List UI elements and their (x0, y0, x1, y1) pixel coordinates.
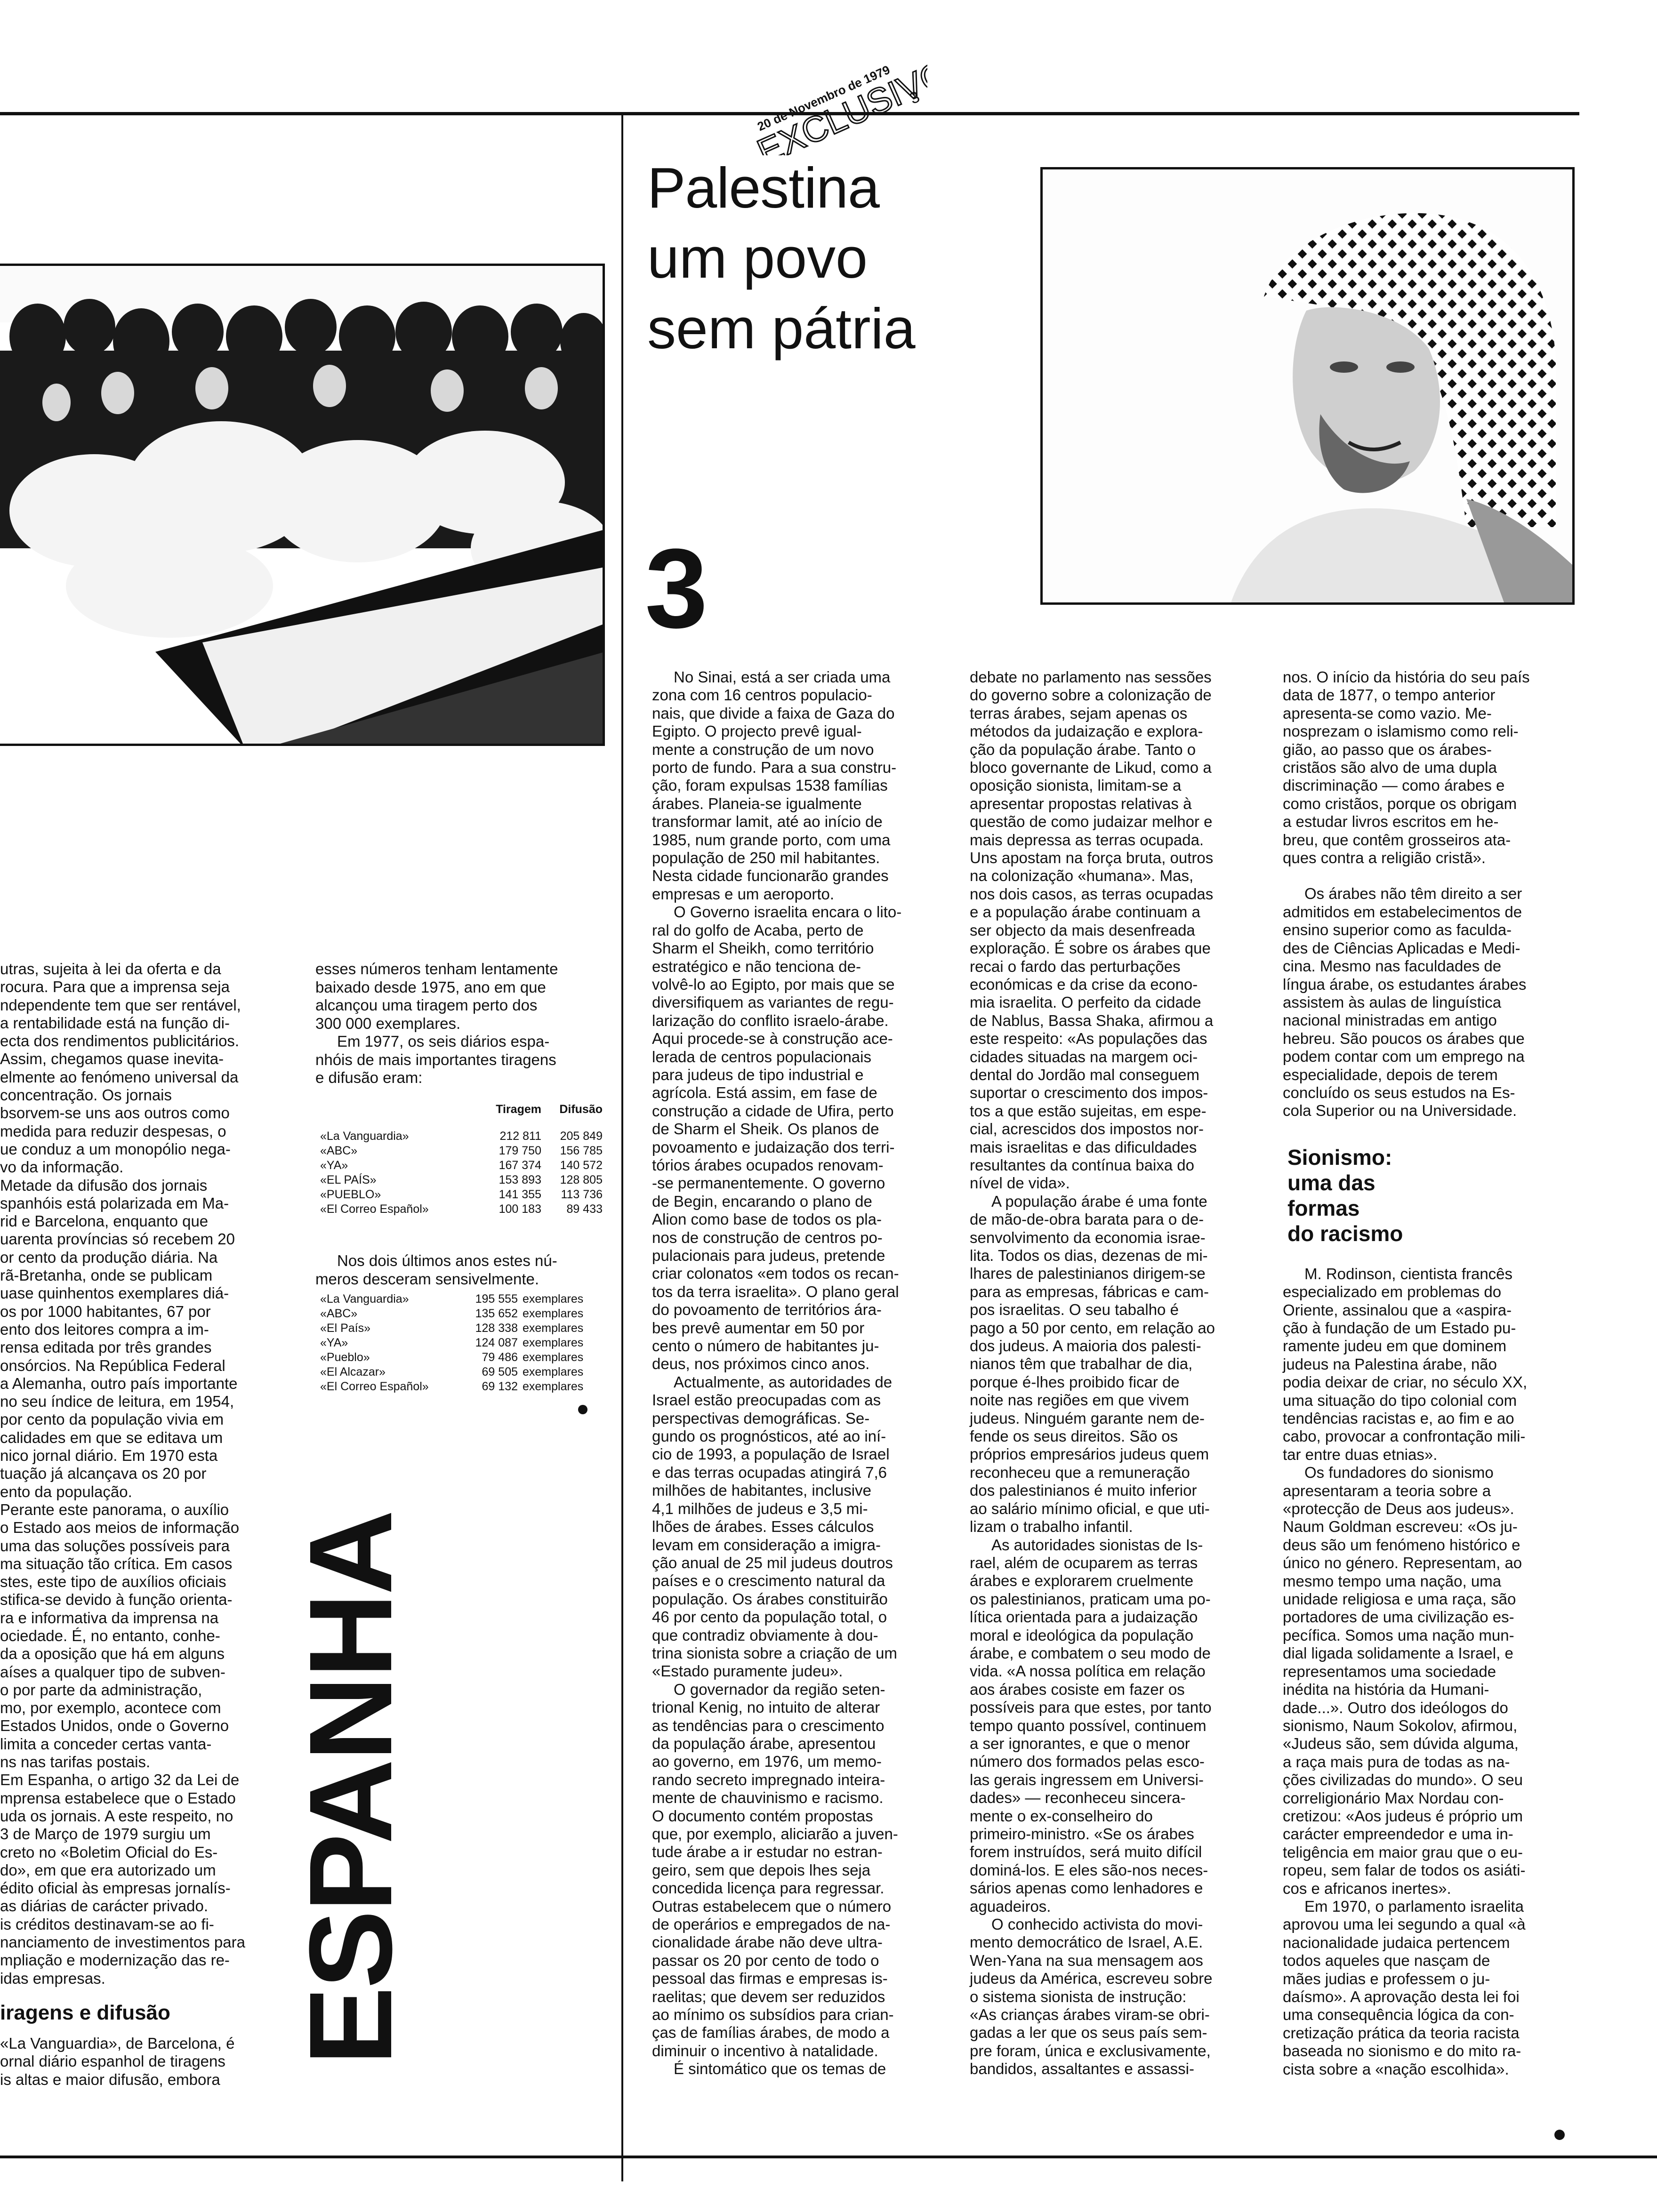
table-cell-unit: exemplares (523, 1336, 584, 1349)
footer-rule (0, 2156, 1657, 2158)
palestina-paragraph: Actualmente, as autoridades de Israel estão preocupadas com as perspectivas demográficas. Se- gundo os prognósticos, até ao iní- cio de 1993, a população de Israel e das terras ocupadas atingirá 7,6 milhões de habitantes, inclusive 4,1 milhões de judeus e 3,5 mi- lhões de árabes. Esses cálculos levam em consideração a imigra- ção anual de 25 mil judeus doutros países e o crescimento natural da população. Os árabes constituirão 46 por cento da população total, o que contradiz obviamente à dou- trina sionista sobre a criação de um «Estado puramente judeu». (652, 1373, 897, 1680)
table-header-tiragem: Tiragem (496, 1103, 541, 1116)
end-bullet (1554, 2130, 1565, 2140)
palestina-paragraph: O conhecido activista do movi- mento democrático de Israel, A.E. Wen-Yana na sua mensagem aos judeus da América, escreveu sobre o sistema sionista de instrução: «As crianças árabes viram-se obri- gadas a ler que os seus país sem- pre foram, única e exclusivamente, bandidos, assaltantes e assassi- (970, 1915, 1213, 2078)
table-cell-tiragem: 167 374 (499, 1159, 541, 1172)
table-cell-difusao: 89 433 (566, 1202, 603, 1216)
table-body (320, 1129, 603, 1217)
espanha-paragraph: Em Espanha, o artigo 32 da Lei de mprensa estabelece que o Estado uda os jornais. A este respeito, no 3 de Março de 1979 surgiu um creto no «Boletim Oficial do Es- do», em que era autorizado um édito oficial às empresas jornalís- as diárias de carácter privado. is créditos destinavam-se ao fi- nanciamento de investimentos para mpliação e modernização das re- idas empresas. (0, 1771, 245, 1987)
table-cell-name: «PUEBLO» (320, 1188, 381, 1201)
table-cell-value: 124 087 (475, 1336, 518, 1349)
table-row (320, 1202, 603, 1217)
table-row (320, 1158, 603, 1173)
masthead-stamp (720, 47, 927, 155)
circulation-table-recent (320, 1292, 603, 1394)
table-cell-unit: exemplares (523, 1365, 584, 1378)
palestina-paragraph: nos. O início da história do seu país data de 1877, o tempo anterior apresenta-se como vazio. Me- nosprezam o islamismo como reli- gião, ao passo que os árabes- cristãos são alvo de uma dupla discriminação — como árabes e como cristãos, porque os obrigam a estudar livros escritos em he- breu, que contêm grosseiros ata- ques contra a religião cristã». (1283, 668, 1530, 867)
table-cell-difusao: 140 572 (560, 1159, 603, 1172)
table-row (320, 1129, 603, 1144)
table-cell-unit: exemplares (523, 1322, 584, 1335)
table-cell-value: 135 652 (475, 1307, 518, 1320)
palestina-paragraph: debate no parlamento nas sessões do governo sobre a colonização de terras árabes, sejam apenas os métodos da judaização e explora- ção da população árabe. Tanto o bloco governante de Likud, como a oposição sionista, limitam-se a apresentar propostas relativas à questão de como judaizar melhor e mais depressa as terras ocupada. Uns apostam na força bruta, outros na colonização «humana». Mas, nos dois casos, as terras ocupadas e a população árabe continuam a ser objecto da mais desenfreada exploração. É sobre os árabes que recai o fardo das perturbações económicas e da crise da econo- mia israelita. O perfeito da cidade de Nablus, Bassa Shaka, afirmou a este respeito: «As populações das cidades situadas na margem oci- dental do Jordão mal conseguem suportar o crescimento dos impos- tos a que estão sujeitas, em espe- cial, acrescidos dos impostos nor- mais israelitas e das dificuldades resultantes da contínua baixa do nível de vida». (970, 668, 1214, 1192)
table-cell-name: «La Vanguardia» (320, 1130, 409, 1143)
table-cell-tiragem: 212 811 (499, 1130, 541, 1143)
table-cell-name: «La Vanguardia» (320, 1292, 409, 1306)
table-cell-value: 69 132 (482, 1380, 518, 1393)
espanha-subhead: iragens e difusão (0, 2001, 170, 2024)
table-cell-value: 195 555 (475, 1292, 518, 1306)
headline-line-3: sem pátria (647, 297, 916, 361)
palestina-paragraph: O governador da região seten- trional Kenig, no intuito de alterar as tendências para o crescimento da população árabe, apresentou ao governo, em 1976, um memo- rando secreto impregnado inteira- mente de chauvinismo e racismo. O documento contém propostas que, por exemplo, aliciarão a juven- tude árabe a ir estudar no estran- geiro, sem que depois lhes seja concedida licença para regressar. Outras estabelecem que o número de operários e empregados de na- cionalidade árabe não deve ultra- passar os 20 por cento de todo o pessoal das firmas e empresas is- raelitas; que devem ser reduzidos ao mínimo os subsídios para crian- ças de famílias árabes, de modo a diminuir o incentivo à natalidade. (652, 1680, 898, 2060)
espanha-paragraph: Nos dois últimos anos estes nú- meros desceram sensivelmente. (315, 1252, 557, 1288)
espanha-column-2 (315, 960, 598, 1087)
palestina-paragraph: É sintomático que os temas de (674, 2060, 886, 2078)
espanha-paragraph: Perante este panorama, o auxílio o Estado aos meios de informação uma das soluções possíveis para ma situação tão crítica. Em casos stes, este tipo de auxílios oficiais stifica-se devido à função orienta- ra e informativa da imprensa na ociedade. É, no entanto, conhe- da a oposição que há em alguns aíses a qualquer tipo de subven- o por parte da administração, mo, por exemplo, acontece com Estados Unidos, onde o Governo limita a conceder certas vanta- ns nas tarifas postais. (0, 1500, 240, 1771)
headline (647, 153, 1005, 364)
table-cell-name: «YA» (320, 1336, 348, 1349)
espanha-paragraph: esses números tenham lentamente baixado desde 1975, ano em que alcançou uma tiragem perto dos 300 000 exemplares. (315, 960, 558, 1032)
palestina-paragraph: Os fundadores do sionismo apresentaram a teoria sobre a «protecção de Deus aos judeus». Naum Goldman escreveu: «Os ju- deus são um fenómeno histórico e único no género. Representam, ao mesmo tempo uma nação, uma unidade religiosa e uma raça, são portadores de uma civilização es- pecífica. Somos uma nação mun- dial ligada solidamente a Israel, e representamos uma sociedade inédita na história da Humani- dade...». Outro dos ideólogos do sionismo, Naum Sokolov, afirmou, «Judeus são, sem dúvida alguma, a raça mais pura de todas as na- ções civilizadas do mundo». O seu correligionário Max Nordau con- cretizou: «Aos judeus é próprio um carácter empreendedor e uma in- teligência em maior grau que o eu- ropeu, sem falar de todos os asiáti- cos e africanos inertes». (1283, 1464, 1526, 1897)
table-row (320, 1321, 603, 1336)
table-header-difusao: Difusão (559, 1103, 603, 1116)
table-body (320, 1292, 603, 1394)
espanha-paragraph: utras, sujeita à lei da oferta e da rocura. Para que a imprensa seja ndependente tem que ser rentável, a rentabilidade está na função di- ecta dos rendimentos publicitários. (0, 960, 241, 1050)
portrait-photo (1040, 167, 1575, 605)
table-row (320, 1306, 603, 1321)
table-row (320, 1350, 603, 1365)
headline-line-1: Palestina (647, 156, 879, 220)
table-row (320, 1292, 603, 1306)
end-bullet (578, 1405, 587, 1414)
section-label-text: ESPANHA (285, 1512, 416, 2065)
table-cell-tiragem: 141 355 (499, 1188, 541, 1201)
table-cell-difusao: 113 736 (561, 1188, 603, 1201)
table-cell-difusao: 156 785 (560, 1144, 603, 1157)
headline-line-2: um povo (647, 226, 868, 290)
table-cell-name: «ABC» (320, 1307, 358, 1320)
palestina-column-c (1283, 668, 1568, 2078)
espanha-paragraph: «La Vanguardia», de Barcelona, é ornal diário espanhol de tiragens is altas e maior difusão, embora (0, 2034, 235, 2088)
table-row (320, 1336, 603, 1350)
palestina-paragraph: Em 1970, o parlamento israelita aprovou uma lei segundo a qual «à nacionalidade judaica pertencem todos aqueles que nasçam de mães judias e professem o ju- daísmo». A aprovação desta lei foi uma consequência lógica da con- cretização prática da teoria racista baseada no sionismo e do mito ra- cista sobre a «nação escolhida». (1283, 1897, 1526, 2078)
table-cell-name: «El Alcazar» (320, 1365, 386, 1378)
masthead-page-number: 3 (907, 88, 923, 108)
table-cell-unit: exemplares (523, 1292, 584, 1306)
table-cell-unit: exemplares (523, 1307, 584, 1320)
espanha-paragraph: Assim, chegamos quase inevita- elmente ao fenómeno universal da concentração. Os jornais bsorvem-se uns aos outros como medida para reduzir despesas, o ue conduz a um monopólio nega- vo da informação. (0, 1050, 239, 1176)
table-cell-difusao: 128 805 (560, 1173, 603, 1186)
portrait-photo-image (1043, 169, 1572, 602)
table-cell-name: «El País» (320, 1322, 371, 1335)
table-cell-name: «ABC» (320, 1144, 358, 1157)
espanha-paragraph: Metade da difusão dos jornais spanhóis está polarizada em Ma- rid e Barcelona, enquanto que uarenta províncias só recebem 20 or cento da produção diária. Na rã-Bretanha, onde se publicam uase quinhentos exemplares diá- os por 1000 habitantes, 67 por ento dos leitores compra a im- rensa editada por três grandes onsórcios. Na República Federal a Alemanha, outro país importante no seu índice de leitura, em 1954, por cento da população vivia em calidades em que se editava um nico jornal diário. Em 1970 esta tuação já alcançava os 20 por ento da população. (0, 1176, 238, 1500)
funeral-photo-image (0, 266, 605, 746)
palestina-column-a (652, 668, 932, 2078)
espanha-paragraph: Em 1977, os seis diários espa- nhóis de mais importantes tiragens e difusão eram: (315, 1033, 556, 1086)
table-cell-difusao: 205 849 (560, 1130, 603, 1143)
masthead-section: EXCLUSIVO (751, 52, 927, 155)
espanha-table2-intro (315, 1252, 598, 1288)
table-row (320, 1365, 603, 1379)
table-header (320, 1102, 603, 1117)
table-row (320, 1187, 603, 1202)
table-row (320, 1379, 603, 1394)
palestina-paragraph: O Governo israelita encara o lito- ral do golfo de Acaba, perto de Sharm el Sheikh, como território estratégico e não tenciona de- volvê-lo ao Egipto, por mais que se diversifiquem as variantes de regu- larização do conflito israelo-árabe. Aqui procede-se à construção ace- lerada de centros populacionais para judeus de tipo industrial e agrícola. Está assim, em fase de construção a cidade de Ufira, perto de Sharm el Sheik. Os planos de povoamento e judaização dos terri- tórios árabes ocupados renovam- -se permanentemente. O governo de Begin, encarando o plano de Alion como base de todos os pla- nos de construção de centros po- pulacionais para judeus, pretende criar colonatos «em todos os recan- tos da terra israelita». O plano geral do povoamento de territórios ára- bes prevê aumentar em 50 por cento o número de habitantes ju- deus, nos próximos cinco anos. (652, 903, 902, 1373)
table-cell-unit: exemplares (523, 1351, 584, 1364)
palestina-paragraph: A população árabe é uma fonte de mão-de-obra barata para o de- senvolvimento da economia israe- lita. Todos os dias, dezenas de mi- lhares de palestinianos dirigem-se para as empresas, fábricas e cam- pos israelitas. O seu tabalho é pago a 50 por cento, em relação ao dos judeus. A maioria dos palesti- nianos têm que trabalhar de dia, porque é-lhes proibido ficar de noite nas regiões em que vivem judeus. Ninguém garante nem de- fende os seus direitos. São os próprios empresários judeus quem reconheceu que a remuneração dos palestinianos é muito inferior ao salário mínimo oficial, e que uti- lizam o trabalho infantil. (970, 1192, 1215, 1536)
masthead-date: 20 de Novembro de 1979 (755, 62, 892, 134)
palestina-paragraph: No Sinai, está a ser criada uma zona com 16 centros populacio- nais, que divide a faixa de Gaza do Egipto. O projecto prevê igual- mente a construção de um novo porto de fundo. Para a sua constru- ção, foram expulsas 1538 famílias árabes. Planeia-se igualmente transformar lamit, até ao início de 1985, num grande porto, com uma população de 250 mil habitantes. Nesta cidade funcionarão grandes empresas e um aeroporto. (652, 668, 897, 903)
masthead (720, 47, 927, 155)
palestina-column-b (970, 668, 1255, 2078)
column-rule (621, 115, 623, 2181)
table-cell-name: «YA» (320, 1159, 348, 1172)
palestina-paragraph: M. Rodinson, cientista francês especializado em problemas do Oriente, assinalou que a «aspira- ção à fundação de um Estado pu- ramente judeu em que dominem judeus na Palestina árabe, não podia deixar de criar, no século XX, uma situação do tipo colonial com tendências racistas e, ao fim e ao cabo, provocar a confrontação mili- tar entre duas etnias». (1283, 1265, 1528, 1463)
table-cell-name: «El Correo Español» (320, 1380, 429, 1393)
table-cell-unit: exemplares (523, 1380, 584, 1393)
espanha-column-1 (0, 960, 292, 2089)
table-row (320, 1173, 603, 1187)
table-cell-name: «EL PAÍS» (320, 1173, 377, 1186)
table-cell-tiragem: 100 183 (499, 1202, 541, 1216)
funeral-photo (0, 264, 605, 746)
table-cell-name: «Pueblo» (320, 1351, 370, 1364)
table-cell-tiragem: 179 750 (499, 1144, 541, 1157)
palestina-paragraph: Os árabes não têm direito a ser admitidos em estabelecimentos de ensino superior como as faculda- des de Ciências Aplicadas e Medi- cina. Mesmo nas faculdades de língua árabe, os estudantes árabes assistem às aulas de linguística nacional ministradas em antigo hebreu. São poucos os árabes que podem contar com um emprego na especialidade, depois de terem concluído os seus estudos na Es- cola Superior ou na Universidade. (1283, 885, 1527, 1120)
table-cell-name: «El Correo Español» (320, 1202, 429, 1216)
table-cell-value: 128 338 (475, 1322, 518, 1335)
table-row (320, 1144, 603, 1158)
table-cell-tiragem: 153 893 (499, 1173, 541, 1186)
part-number: 3 (645, 525, 708, 651)
table-cell-value: 79 486 (482, 1351, 518, 1364)
table-cell-value: 69 505 (482, 1365, 518, 1378)
palestina-paragraph: As autoridades sionistas de Is- rael, além de ocuparem as terras árabes e explorarem cruelmente os palestinianos, praticam uma po- lítica orientada para a judaização moral e ideológica da população árabe, e combatem o seu modo de vida. «A nossa política em relação aos árabes cosiste em fazer os possíveis para que estes, por tanto tempo quanto possível, continuem a ser ignorantes, e que o menor número dos formados pelas esco- las gerais ingressem em Universi- dades» — reconheceu sincera- mente o ex-conselheiro do primeiro-ministro. «Se os árabes forem instruídos, será muito difícil dominá-los. E eles são-nos neces- sários apenas como lenhadores e aguadeiros. (970, 1536, 1212, 1915)
palestina-subhead: Sionismo: uma das formas do racismo (1287, 1145, 1403, 1246)
section-label-espanha (285, 1431, 416, 2146)
circulation-table-1977 (320, 1102, 603, 1217)
